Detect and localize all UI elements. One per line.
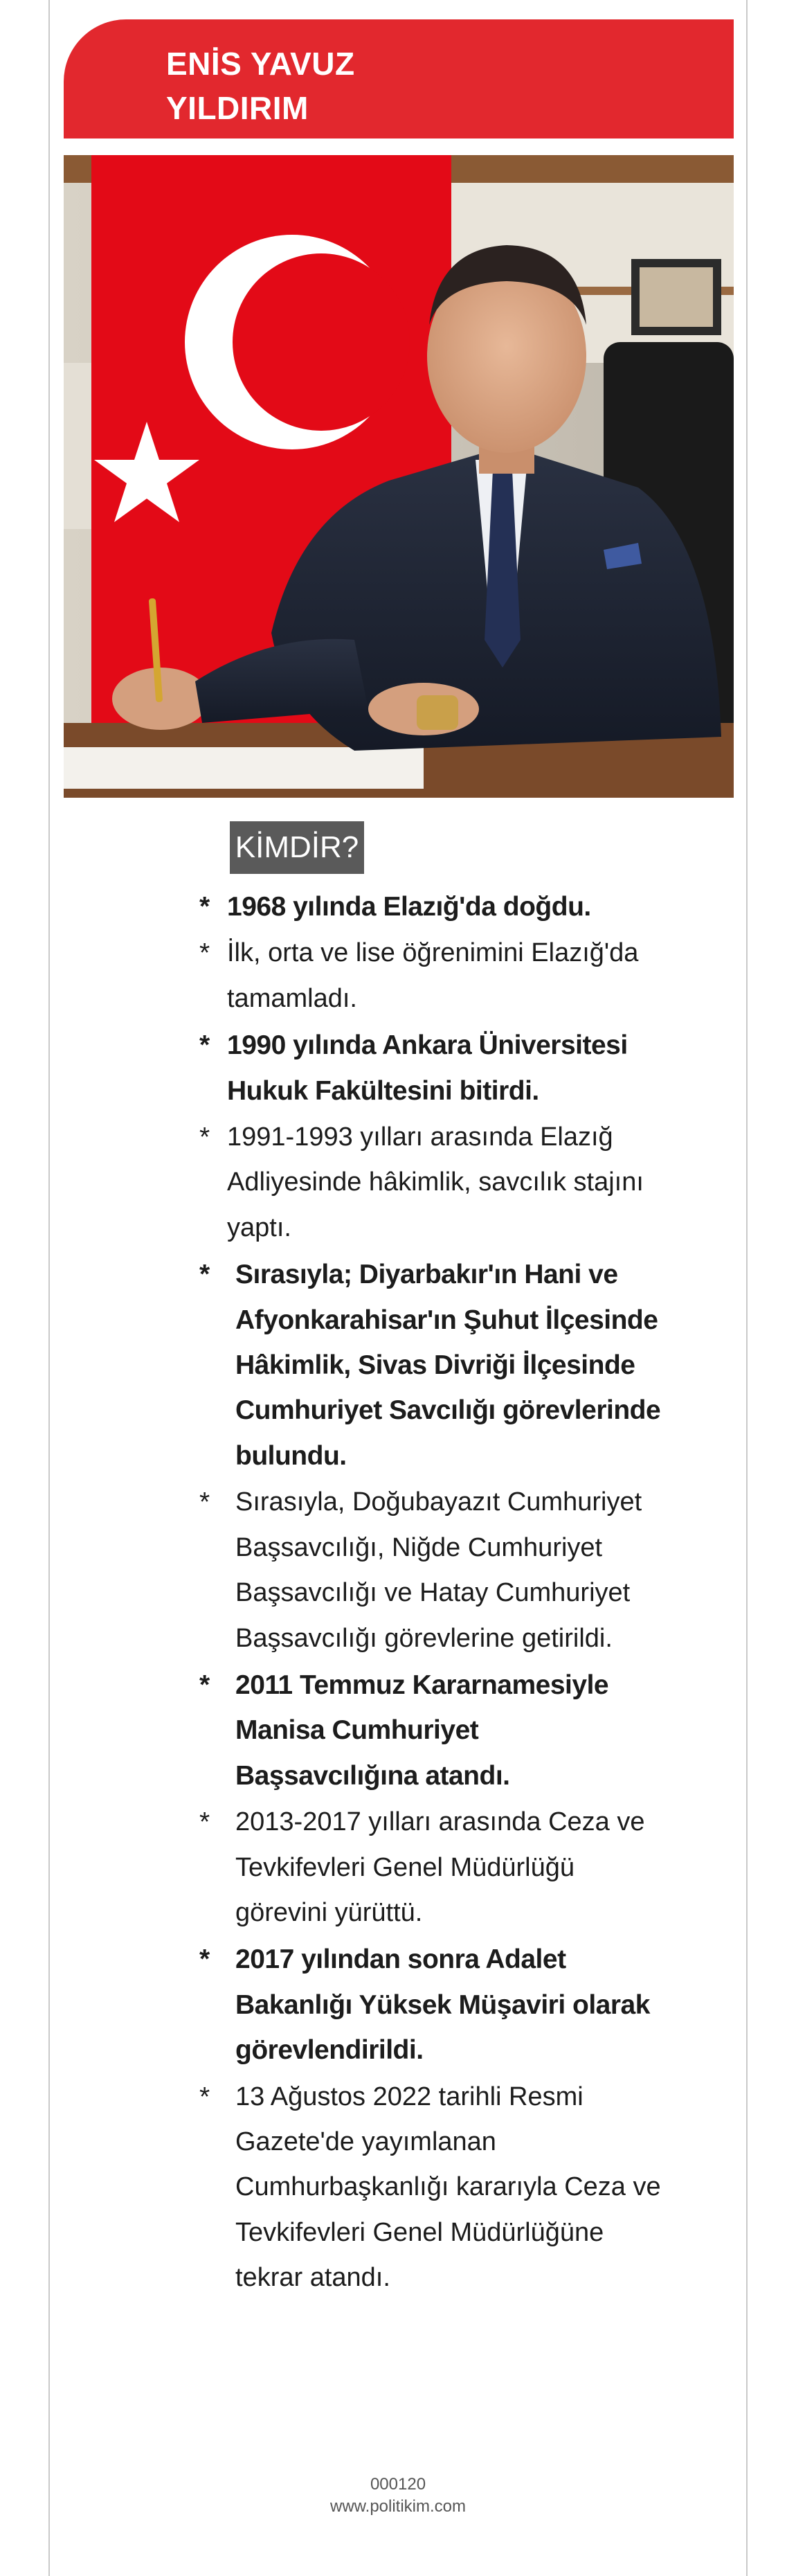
list-item (195, 1663, 666, 1798)
list-item (195, 1023, 666, 1113)
section-title-badge: KİMDİR? (230, 821, 364, 874)
bio-text: 1968 yılında Elazığ'da doğdu. (227, 892, 591, 922)
page-footer (0, 2474, 796, 2518)
bio-text: 2017 yılından sonra Adalet Bakanlığı Yüksek Müşaviri olarak görevlendirildi. (235, 1944, 650, 2066)
list-item (195, 1480, 666, 1661)
list-item (195, 1800, 666, 1935)
bio-text: 1990 yılında Ankara Üniversitesi Hukuk Fakültesini bitirdi. (227, 1030, 628, 1106)
bullet-star: * (199, 1260, 210, 1290)
list-item (195, 1937, 666, 2073)
list-item (195, 931, 666, 1021)
bullet-star: * (199, 1670, 210, 1700)
bio-text: 1991-1993 yılları arasında Elazığ Adliyesinde hâkimlik, savcılık stajını yaptı. (227, 1122, 644, 1242)
bullet-star: * (199, 1944, 210, 1975)
bullet-star: * (199, 1487, 210, 1518)
list-item (195, 1252, 666, 1478)
portrait-photo (64, 155, 734, 798)
biography-list (195, 884, 666, 2302)
website-link[interactable]: www.politikim.com (329, 2497, 467, 2516)
bullet-star: * (199, 1807, 210, 1838)
person-name (166, 42, 355, 130)
list-item (195, 884, 666, 929)
page-code: 000120 (370, 2475, 426, 2494)
bio-text: 13 Ağustos 2022 tarihli Resmi Gazete'de yayımlanan Cumhurbaşkanlığı kararıyla Ceza ve Tevkifevleri Genel Müdürlüğüne tekrar atandı. (235, 2082, 661, 2293)
bio-text: Sırasıyla, Doğubayazıt Cumhuriyet Başsavcılığı, Niğde Cumhuriyet Başsavcılığı ve Hatay Cumhuriyet Başsavcılığı görevlerine getirildi. (235, 1487, 642, 1653)
bullet-star: * (199, 1122, 210, 1153)
bullet-star: * (199, 892, 210, 922)
bullet-star: * (199, 2082, 210, 2112)
bullet-star: * (199, 938, 210, 969)
bio-text: Sırasıyla; Diyarbakır'ın Hani ve Afyonkarahisar'ın Şuhut İlçesinde Hâkimlik, Sivas Divriği İlçesinde Cumhuriyet Savcılığı görevlerinde bulundu. (235, 1260, 661, 1471)
bio-text: 2011 Temmuz Kararnamesiyle Manisa Cumhuriyet Başsavcılığına atandı. (235, 1670, 609, 1791)
name-line-2: YILDIRIM (166, 90, 309, 126)
list-item (195, 1115, 666, 1251)
bio-text: İlk, orta ve lise öğrenimini Elazığ'da tamamladı. (227, 938, 639, 1013)
bio-text: 2013-2017 yılları arasında Ceza ve Tevkifevleri Genel Müdürlüğü görevini yürüttü. (235, 1807, 645, 1927)
bullet-star: * (199, 1030, 210, 1061)
name-banner (64, 19, 734, 138)
list-item (195, 2075, 666, 2301)
name-line-1: ENİS YAVUZ (166, 46, 355, 82)
